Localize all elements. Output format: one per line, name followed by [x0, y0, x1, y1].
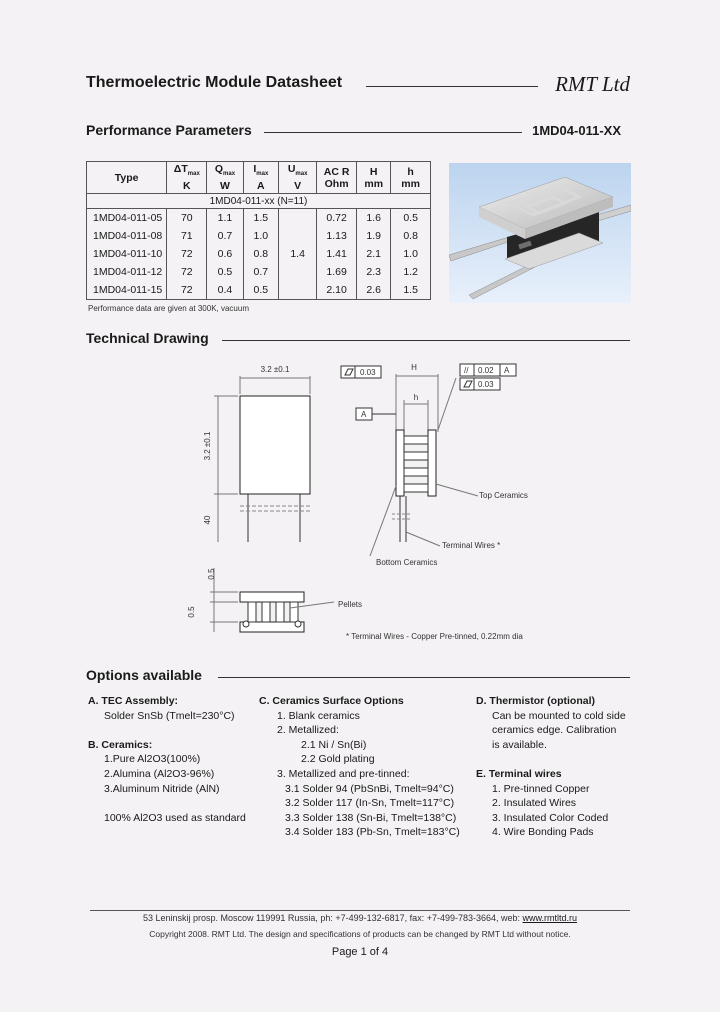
side-pellet [404, 436, 428, 444]
brand-name: RMT Ltd [555, 72, 630, 96]
bottom-pellet [276, 602, 284, 622]
col-i: $I_{max}$ A [243, 162, 279, 194]
cell-i: 0.8 [243, 245, 279, 263]
front-module [240, 396, 310, 494]
performance-rule [264, 132, 522, 133]
option-line [88, 796, 256, 811]
cell-q: 0.6 [207, 245, 243, 263]
cell-H: 1.6 [357, 209, 391, 228]
cell-type: 1MD04-011-15 [87, 281, 167, 300]
footer-contact [0, 913, 720, 923]
side-pellet [404, 468, 428, 476]
option-line: 3. Metallized and pre-tinned: [277, 767, 410, 780]
dim-height-text: 3.2 ±0.1 [203, 431, 212, 461]
cell-r: 1.69 [317, 263, 357, 281]
cell-q: 0.7 [207, 227, 243, 245]
footer-copyright: Copyright 2008. RMT Ltd. The design and specifications of products can be changed by RMT Ltd without notice. [149, 929, 571, 939]
cell-dt: 72 [167, 245, 207, 263]
top-ceramics-label: Top Ceramics [479, 491, 528, 500]
series-label: 1MD04-011-xx (N=11) [87, 194, 431, 209]
option-line: 2. Metallized: [277, 724, 339, 737]
col-q: $Q_{max}$ W [207, 162, 243, 194]
table-row [87, 245, 431, 263]
performance-table [86, 161, 431, 300]
option-line: ceramics edge. Calibration [492, 724, 617, 737]
front-view [203, 365, 310, 542]
leader-terminal [406, 532, 440, 546]
option-line: 2.1 Ni / Sn(Bi) [301, 738, 367, 751]
bottom-view [187, 568, 523, 641]
option-line: 3.4 Solder 183 (Pb-Sn, Tmelt=183°C) [285, 826, 460, 839]
options-rule [218, 677, 630, 678]
options-column-2 [259, 694, 471, 840]
cell-h: 1.5 [391, 281, 431, 300]
cell-r: 0.72 [317, 209, 357, 228]
options-column-3 [476, 694, 646, 840]
option-line: E. Terminal wires [476, 767, 562, 780]
cell-h: 0.5 [391, 209, 431, 228]
dim-wire-text: 40 [203, 515, 212, 525]
side-pellet [404, 452, 428, 460]
cell-dt: 72 [167, 281, 207, 300]
drawing-rule [222, 340, 630, 341]
header-rule [366, 86, 538, 87]
drawing-heading: Technical Drawing [86, 330, 209, 346]
cell-h: 1.0 [391, 245, 431, 263]
cell-u-shared: 1.4 [279, 209, 317, 300]
parallel-datum: A [504, 366, 510, 375]
option-line: B. Ceramics: [88, 738, 153, 751]
flatness-value: 0.03 [360, 368, 376, 377]
cell-dt: 71 [167, 227, 207, 245]
dim-05-top: 0.5 [207, 568, 216, 580]
dim-H-text: H [411, 363, 417, 372]
cell-r: 1.13 [317, 227, 357, 245]
cell-q: 0.4 [207, 281, 243, 300]
footer-address: 53 Leninskij prosp. Moscow 119991 Russia, ph: +7-499-132-6817, fax: +7-499-783-3664, web: [142, 913, 521, 923]
options-column-1 [88, 694, 256, 825]
option-line: C. Ceramics Surface Options [259, 695, 404, 707]
col-H: H mm [357, 162, 391, 194]
cell-r: 1.41 [317, 245, 357, 263]
option-line: 2. Insulated Wires [492, 797, 577, 810]
cell-type: 1MD04-011-10 [87, 245, 167, 263]
wire-footnote: * Terminal Wires - Copper Pre-tinned, 0.22mm dia [346, 632, 523, 641]
option-line: is available. [492, 738, 547, 751]
side-pellet [404, 484, 428, 492]
technical-drawing [170, 356, 590, 646]
flatness-value-2: 0.03 [478, 380, 494, 389]
module-photo [449, 163, 631, 303]
cell-r: 2.10 [317, 281, 357, 300]
option-line: 1. Blank ceramics [277, 709, 360, 722]
cell-H: 2.3 [357, 263, 391, 281]
col-h: h mm [391, 162, 431, 194]
parallel-icon: // [464, 366, 469, 375]
option-line: Can be mounted to cold side [492, 709, 626, 722]
cell-i: 0.7 [243, 263, 279, 281]
col-type: Type [87, 162, 167, 194]
option-line: 3.1 Solder 94 (PbSnBi, Tmelt=94°C) [285, 782, 454, 795]
datum-label: A [361, 410, 367, 419]
cell-q: 1.1 [207, 209, 243, 228]
dim-width-text: 3.2 ±0.1 [260, 365, 290, 374]
wire-end [295, 621, 301, 627]
leader-top [436, 484, 478, 496]
option-line: D. Thermistor (optional) [476, 695, 595, 707]
side-ceramic-top [428, 430, 436, 496]
col-r: AC R Ohm [317, 162, 357, 194]
table-subheader-row [87, 194, 431, 209]
page-number: Page 1 of 4 [331, 946, 389, 958]
option-line: 2.2 Gold plating [301, 753, 375, 766]
module-code: 1MD04-011-XX [532, 123, 621, 138]
cell-H: 2.1 [357, 245, 391, 263]
bottom-ceramics-label: Bottom Ceramics [376, 558, 438, 567]
cell-i: 0.5 [243, 281, 279, 300]
leader-bottom [370, 486, 396, 556]
table-row [87, 227, 431, 245]
parallel-value: 0.02 [478, 366, 494, 375]
cell-type: 1MD04-011-12 [87, 263, 167, 281]
cell-H: 1.9 [357, 227, 391, 245]
option-line: 3.3 Solder 138 (Sn-Bi, Tmelt=138°C) [285, 811, 457, 824]
cell-i: 1.0 [243, 227, 279, 245]
bottom-pellet [290, 602, 298, 622]
side-ceramic-bottom [396, 430, 404, 496]
option-line: Solder SnSb (Tmelt=230°C) [104, 709, 235, 722]
dim-h-text: h [413, 393, 419, 402]
table-row [87, 209, 431, 228]
col-u: $U_{max}$ V [279, 162, 317, 194]
cell-dt: 70 [167, 209, 207, 228]
option-line: 100% Al2O3 used as standard [104, 811, 246, 824]
option-line: 3.Aluminum Nitride (AlN) [104, 782, 220, 795]
option-line: 3.2 Solder 117 (In-Sn, Tmelt=117°C) [285, 797, 455, 810]
cell-h: 0.8 [391, 227, 431, 245]
side-view [341, 363, 528, 567]
performance-heading: Performance Parameters [86, 122, 252, 138]
bottom-pellet [248, 602, 256, 622]
footer-rule [90, 910, 630, 911]
option-line: 1. Pre-tinned Copper [492, 782, 590, 795]
wire-end [243, 621, 249, 627]
cell-dt: 72 [167, 263, 207, 281]
cell-i: 1.5 [243, 209, 279, 228]
bottom-top-ceramic [240, 592, 304, 602]
doc-title: Thermoelectric Module Datasheet [86, 74, 343, 91]
pellets-label: Pellets [338, 600, 363, 609]
col-dt: $\Delta T_{max}$ K [167, 162, 207, 194]
option-line: 1.Pure Al2O3(100%) [104, 753, 201, 766]
table-row [87, 263, 431, 281]
option-line [88, 723, 256, 738]
table-row [87, 281, 431, 300]
option-line: A. TEC Assembly: [88, 695, 179, 707]
cell-q: 0.5 [207, 263, 243, 281]
cell-type: 1MD04-011-08 [87, 227, 167, 245]
option-line: 2.Alumina (Al2O3-96%) [104, 767, 215, 780]
options-heading: Options available [86, 667, 202, 683]
option-line: 3. Insulated Color Coded [492, 811, 609, 824]
table-header-row [87, 162, 431, 194]
cell-type: 1MD04-011-05 [87, 209, 167, 228]
cell-h: 1.2 [391, 263, 431, 281]
option-line [476, 752, 646, 767]
terminal-label: Terminal Wires * [442, 541, 501, 550]
cell-H: 2.6 [357, 281, 391, 300]
website-link[interactable]: www.rmtltd.ru [522, 913, 578, 923]
bottom-pellet [262, 602, 270, 622]
bottom-bottom-ceramic [240, 622, 304, 632]
table-note: Performance data are given at 300K, vacuum [88, 304, 249, 313]
dim-05-mid: 0.5 [187, 606, 196, 618]
option-line: 4. Wire Bonding Pads [492, 826, 594, 839]
